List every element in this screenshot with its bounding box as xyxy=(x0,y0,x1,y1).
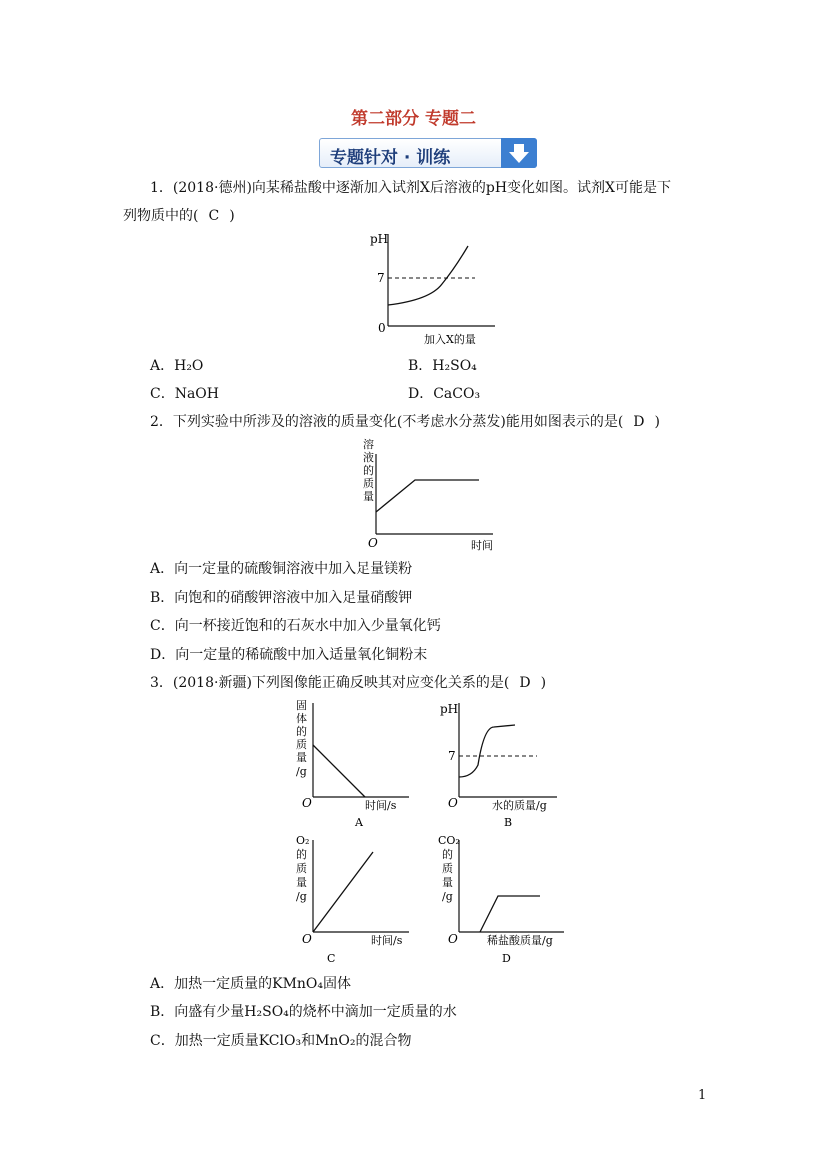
q3d-curve xyxy=(480,896,540,932)
q3b-ylabel: pH xyxy=(440,702,459,716)
q3a-caption: A xyxy=(355,816,363,829)
q1-text-line1: 1．(2018·德州)向某稀盐酸中逐渐加入试剂X后溶液的pH变化如图。试剂X可能是下 xyxy=(150,180,672,196)
q3d-ylabel-3: 量 xyxy=(442,876,453,889)
q1-tick7: 7 xyxy=(377,271,385,285)
q2-text xyxy=(150,413,660,431)
q3c-ylabel-0: O₂ xyxy=(296,834,310,847)
q3c-ylabel-4: /g xyxy=(296,890,307,903)
q3a-ylabel-0: 固 xyxy=(296,699,307,712)
q2-option-a: A．向一定量的硫酸铜溶液中加入足量镁粉 xyxy=(150,561,413,577)
q3a-xlabel: 时间/s xyxy=(365,799,397,812)
q3-chart-a xyxy=(293,697,413,830)
q3a-ylabel-4: 量 xyxy=(296,751,307,764)
q1-suffix: ) xyxy=(229,208,235,224)
q2-chart xyxy=(355,436,500,554)
q3-option-a: A．加热一定质量的KMnO₄固体 xyxy=(150,976,352,992)
q2-answer: D xyxy=(633,414,645,430)
q3-chart-c xyxy=(293,832,413,966)
q1-answer: C xyxy=(208,208,220,224)
q1-origin: 0 xyxy=(378,321,386,335)
q2-option-d: D．向一定量的稀硫酸中加入适量氧化铜粉末 xyxy=(150,647,428,663)
q3c-caption: C xyxy=(327,952,336,965)
q3d-xlabel: 稀盐酸质量/g xyxy=(487,934,553,947)
q3d-origin: O xyxy=(448,932,458,946)
q3a-ylabel-1: 体 xyxy=(296,712,307,725)
q2-option-c: C．向一杯接近饱和的石灰水中加入少量氧化钙 xyxy=(150,618,441,634)
down-arrow-icon xyxy=(501,138,537,168)
q3c-ylabel-2: 质 xyxy=(296,862,307,875)
page-title: 第二部分 专题二 xyxy=(351,109,476,129)
q3b-xlabel: 水的质量/g xyxy=(492,799,547,812)
q3-chart-d xyxy=(432,832,567,966)
q1-text-line2 xyxy=(123,207,235,225)
q1-option-b: B．H₂SO₄ xyxy=(408,358,477,374)
q3-suffix: ) xyxy=(540,675,547,691)
q3c-ylabel-3: 量 xyxy=(296,876,307,889)
page-number: 1 xyxy=(698,1088,707,1103)
q3c-ylabel-1: 的 xyxy=(296,848,307,861)
q2-ylabel-1: 液 xyxy=(363,451,374,464)
q3a-origin: O xyxy=(302,796,312,810)
q3c-curve xyxy=(313,852,373,932)
q3c-xlabel: 时间/s xyxy=(371,934,403,947)
q3-text xyxy=(150,674,546,692)
q3a-ylabel-2: 的 xyxy=(296,725,307,738)
q2-curve xyxy=(376,480,479,512)
section-banner xyxy=(319,138,537,168)
q1-option-a: A．H₂O xyxy=(150,358,204,374)
q3-option-b: B．向盛有少量H₂SO₄的烧杯中滴加一定质量的水 xyxy=(150,1004,457,1020)
q1-prefix: 列物质中的( xyxy=(123,208,199,224)
q1-curve xyxy=(388,246,468,305)
q3d-ylabel-0: CO₂ xyxy=(438,834,460,847)
q3-chart-b xyxy=(432,697,560,830)
q1-xlabel: 加入X的量 xyxy=(424,333,476,346)
q2-suffix: ) xyxy=(654,414,660,430)
q3-answer: D xyxy=(519,675,531,691)
banner-label: 专题针对 · 训练 xyxy=(330,148,451,168)
q2-ylabel-2: 的 xyxy=(363,464,374,477)
q3b-curve xyxy=(459,725,515,777)
q3c-origin: O xyxy=(302,932,312,946)
q3b-origin: O xyxy=(448,796,458,810)
q2-ylabel-4: 量 xyxy=(363,490,374,503)
q1-chart xyxy=(360,228,500,350)
q3a-ylabel-5: /g xyxy=(296,765,307,778)
q2-ylabel-0: 溶 xyxy=(363,438,374,451)
q3b-tick7: 7 xyxy=(448,749,456,763)
q3-option-c: C．加热一定质量KClO₃和MnO₂的混合物 xyxy=(150,1033,412,1049)
q3a-ylabel-3: 质 xyxy=(296,738,307,751)
q3d-ylabel-1: 的 xyxy=(442,848,453,861)
q3d-ylabel-2: 质 xyxy=(442,862,453,875)
q3b-caption: B xyxy=(504,816,513,829)
q2-prefix: 2．下列实验中所涉及的溶液的质量变化(不考虑水分蒸发)能用如图表示的是( xyxy=(150,414,624,430)
q2-ylabel-3: 质 xyxy=(363,477,374,490)
q2-xlabel: 时间 xyxy=(471,539,493,552)
q3a-curve xyxy=(313,745,365,797)
q1-option-c: C．NaOH xyxy=(150,386,219,402)
q3d-caption: D xyxy=(502,952,511,965)
q3d-ylabel-4: /g xyxy=(442,890,453,903)
q2-option-b: B．向饱和的硝酸钾溶液中加入足量硝酸钾 xyxy=(150,590,413,606)
q2-origin: O xyxy=(368,536,378,550)
q3-prefix: 3．(2018·新疆)下列图像能正确反映其对应变化关系的是( xyxy=(150,675,510,691)
q1-option-d: D．CaCO₃ xyxy=(408,386,481,402)
q1-ylabel: pH xyxy=(370,232,389,246)
